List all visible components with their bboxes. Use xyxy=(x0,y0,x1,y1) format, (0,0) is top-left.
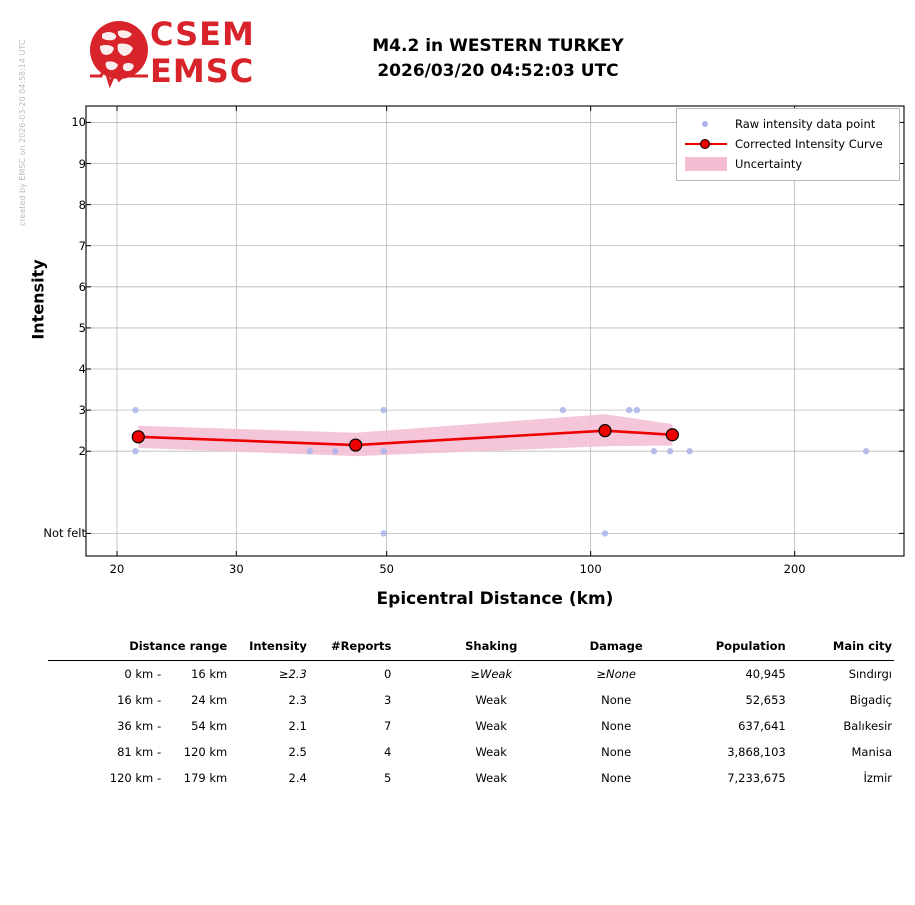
scatter-dot-icon xyxy=(683,116,729,132)
corrected-intensity-marker xyxy=(132,431,144,443)
uncertainty-band xyxy=(138,414,672,456)
band-swatch-icon xyxy=(683,156,729,172)
cell-reports: 0 xyxy=(384,667,392,681)
raw-data-point xyxy=(381,448,387,454)
cell-reports: 7 xyxy=(384,719,392,733)
table-row xyxy=(48,713,894,739)
summary-table-body xyxy=(48,661,894,792)
table-header-row xyxy=(48,636,894,661)
x-tick-label: 200 xyxy=(783,562,806,576)
legend-label-curve: Corrected Intensity Curve xyxy=(735,137,883,151)
raw-data-point xyxy=(634,407,640,413)
raw-data-point xyxy=(381,407,387,413)
logo-line-emsc: EMSC xyxy=(150,52,255,90)
table-row xyxy=(48,661,894,688)
cell-main-city: İzmir xyxy=(863,771,892,785)
creation-credit-text: created by EMSC on 2026-03-20 04:58:14 UTC xyxy=(18,39,27,226)
table-row xyxy=(48,687,894,713)
raw-data-point xyxy=(381,530,387,536)
y-tick-label: Not felt xyxy=(43,526,86,541)
raw-data-point xyxy=(307,448,313,454)
cell-distance-range: 16 km - 24 km xyxy=(117,693,228,707)
y-tick-label: 3 xyxy=(78,403,86,418)
cell-reports: 3 xyxy=(384,693,392,707)
header-reports: #Reports xyxy=(330,639,392,653)
raw-data-point xyxy=(332,448,338,454)
cell-damage: ≥None xyxy=(596,667,636,681)
cell-intensity: 2.5 xyxy=(288,745,307,759)
x-tick-label: 50 xyxy=(379,562,394,576)
corrected-intensity-marker xyxy=(350,439,362,451)
cell-shaking: Weak xyxy=(475,771,507,785)
y-tick-label: 9 xyxy=(78,156,86,171)
y-tick-label: 2 xyxy=(78,444,86,459)
table-row xyxy=(48,765,894,791)
logo-line-csem: CSEM xyxy=(150,15,255,53)
legend-item-uncertainty xyxy=(683,154,893,174)
y-axis-label: Intensity xyxy=(28,259,48,340)
cell-population: 52,653 xyxy=(745,693,786,707)
y-tick-label: 4 xyxy=(78,362,86,376)
x-tick-label: 100 xyxy=(579,562,602,576)
header-intensity: Intensity xyxy=(249,639,307,653)
header-main-city: Main city xyxy=(832,639,892,653)
raw-data-point xyxy=(626,407,632,413)
cell-distance-range: 0 km - 16 km xyxy=(124,667,228,681)
legend-label-raw: Raw intensity data point xyxy=(735,117,876,131)
x-tick-label: 30 xyxy=(229,562,244,576)
cell-population: 3,868,103 xyxy=(727,745,786,759)
cell-reports: 4 xyxy=(384,745,392,759)
legend-item-curve xyxy=(683,134,893,154)
raw-data-point xyxy=(602,530,608,536)
corrected-intensity-marker xyxy=(599,425,611,437)
cell-main-city: Sındırgı xyxy=(848,667,892,681)
cell-distance-range: 81 km - 120 km xyxy=(117,745,228,759)
y-tick-label: 6 xyxy=(78,279,86,294)
cell-population: 7,233,675 xyxy=(727,771,786,785)
legend-item-raw xyxy=(683,114,893,134)
cell-main-city: Manisa xyxy=(851,745,892,759)
line-marker-icon xyxy=(683,136,729,152)
raw-data-point xyxy=(667,448,673,454)
cell-shaking: ≥Weak xyxy=(470,667,513,681)
cell-intensity: 2.1 xyxy=(288,719,307,733)
cell-main-city: Balıkesir xyxy=(843,719,892,733)
cell-population: 40,945 xyxy=(745,667,786,681)
raw-data-point xyxy=(132,448,138,454)
corrected-intensity-marker xyxy=(666,429,678,441)
y-tick-label: 8 xyxy=(78,197,86,212)
cell-intensity: ≥2.3 xyxy=(278,667,307,681)
y-tick-label: 7 xyxy=(78,238,86,253)
raw-data-point xyxy=(686,448,692,454)
x-tick-label: 20 xyxy=(109,562,125,576)
cell-shaking: Weak xyxy=(475,745,507,759)
raw-data-point xyxy=(651,448,657,454)
cell-damage: None xyxy=(601,693,632,707)
cell-distance-range: 120 km - 179 km xyxy=(109,771,228,785)
cell-damage: None xyxy=(601,745,632,759)
cell-main-city: Bigadiç xyxy=(849,693,892,707)
cell-shaking: Weak xyxy=(475,719,507,733)
raw-data-point xyxy=(863,448,869,454)
cell-damage: None xyxy=(601,771,632,785)
table-row xyxy=(48,739,894,765)
cell-intensity: 2.3 xyxy=(288,693,307,707)
header-population: Population xyxy=(715,639,786,653)
summary-table-wrap xyxy=(48,636,894,791)
raw-data-point xyxy=(132,407,138,413)
y-tick-label: 10 xyxy=(71,115,86,130)
chart-title-line2: 2026/03/20 04:52:03 UTC xyxy=(377,61,619,81)
header-distance-range: Distance range xyxy=(129,639,228,653)
chart-title-line1: M4.2 in WESTERN TURKEY xyxy=(372,36,624,56)
summary-table xyxy=(48,636,894,791)
cell-reports: 5 xyxy=(384,771,392,785)
x-axis-label: Epicentral Distance (km) xyxy=(376,589,614,609)
header-shaking: Shaking xyxy=(465,639,518,653)
cell-shaking: Weak xyxy=(475,693,507,707)
plot-legend xyxy=(676,108,900,181)
legend-label-uncertainty: Uncertainty xyxy=(735,157,803,171)
cell-damage: None xyxy=(601,719,632,733)
raw-data-point xyxy=(560,407,566,413)
header-damage: Damage xyxy=(589,639,643,653)
cell-population: 637,641 xyxy=(738,719,786,733)
cell-distance-range: 36 km - 54 km xyxy=(117,719,228,733)
summary-table-head xyxy=(48,636,894,661)
cell-intensity: 2.4 xyxy=(288,771,307,785)
y-tick-label: 5 xyxy=(78,320,86,335)
